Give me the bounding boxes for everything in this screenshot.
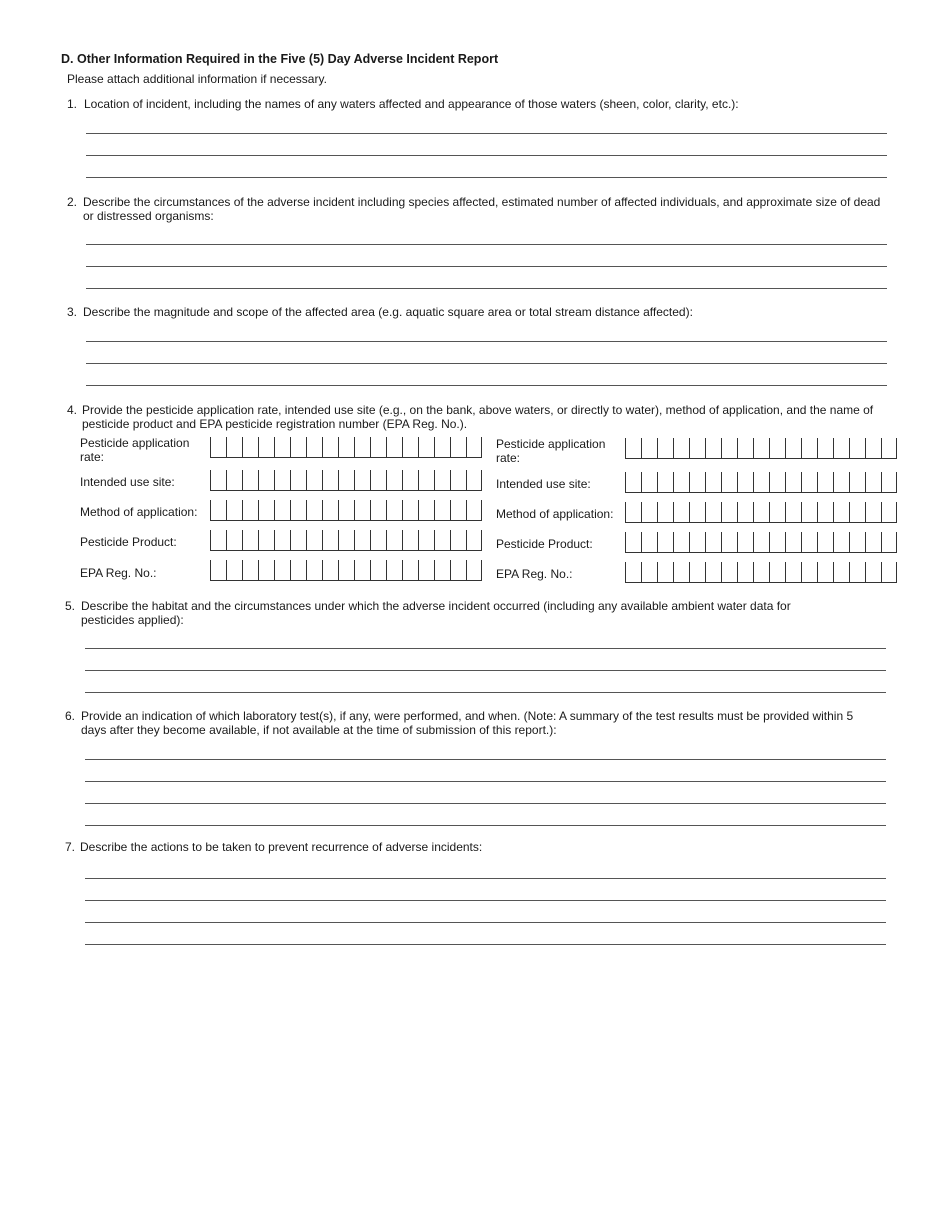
char-box[interactable] xyxy=(849,562,865,583)
char-box[interactable] xyxy=(753,438,769,459)
char-box[interactable] xyxy=(386,530,402,551)
char-box[interactable] xyxy=(657,502,673,523)
char-box[interactable] xyxy=(226,560,242,581)
char-box[interactable] xyxy=(210,437,226,458)
char-box[interactable] xyxy=(210,470,226,491)
char-box[interactable] xyxy=(689,532,705,553)
char-box[interactable] xyxy=(673,438,689,459)
char-box[interactable] xyxy=(370,437,386,458)
char-box[interactable] xyxy=(769,502,785,523)
char-box[interactable] xyxy=(817,562,833,583)
question-number: 6. xyxy=(65,709,76,723)
char-box[interactable] xyxy=(705,562,721,583)
char-box[interactable] xyxy=(450,500,466,521)
char-box[interactable] xyxy=(721,502,737,523)
char-box[interactable] xyxy=(641,502,657,523)
char-box[interactable] xyxy=(881,502,897,523)
char-box[interactable] xyxy=(833,472,849,493)
char-box[interactable] xyxy=(673,532,689,553)
char-box[interactable] xyxy=(833,532,849,553)
char-box[interactable] xyxy=(657,562,673,583)
char-box[interactable] xyxy=(322,530,338,551)
char-box[interactable] xyxy=(290,437,306,458)
product-input-right[interactable] xyxy=(625,532,897,554)
char-box[interactable] xyxy=(290,560,306,581)
char-box[interactable] xyxy=(801,438,817,459)
char-box[interactable] xyxy=(753,502,769,523)
char-box[interactable] xyxy=(434,530,450,551)
char-box[interactable] xyxy=(370,500,386,521)
char-box[interactable] xyxy=(625,532,641,553)
char-box[interactable] xyxy=(274,530,290,551)
char-box[interactable] xyxy=(418,530,434,551)
char-box[interactable] xyxy=(418,470,434,491)
answer-line[interactable] xyxy=(85,803,886,804)
char-box[interactable] xyxy=(737,472,753,493)
char-box[interactable] xyxy=(402,470,418,491)
char-box[interactable] xyxy=(689,472,705,493)
epa-reg-input-right[interactable] xyxy=(625,562,897,584)
char-box[interactable] xyxy=(322,437,338,458)
answer-line[interactable] xyxy=(85,781,886,782)
char-box[interactable] xyxy=(322,470,338,491)
char-box[interactable] xyxy=(338,500,354,521)
char-box[interactable] xyxy=(753,472,769,493)
char-box[interactable] xyxy=(306,470,322,491)
char-box[interactable] xyxy=(817,502,833,523)
char-box[interactable] xyxy=(466,560,482,581)
epa-reg-input-left[interactable] xyxy=(210,560,482,582)
char-box[interactable] xyxy=(450,530,466,551)
char-box[interactable] xyxy=(434,470,450,491)
label-method-left: Method of application: xyxy=(80,505,198,519)
char-box[interactable] xyxy=(210,530,226,551)
char-box[interactable] xyxy=(865,502,881,523)
method-input-left[interactable] xyxy=(210,500,482,522)
char-box[interactable] xyxy=(657,438,673,459)
char-box[interactable] xyxy=(434,560,450,581)
char-box[interactable] xyxy=(721,438,737,459)
char-box[interactable] xyxy=(737,562,753,583)
answer-line[interactable] xyxy=(86,288,887,289)
char-box[interactable] xyxy=(354,500,370,521)
label-pesticide-rate-right: Pesticide application rate: xyxy=(496,437,606,465)
char-box[interactable] xyxy=(306,530,322,551)
char-box[interactable] xyxy=(466,530,482,551)
char-box[interactable] xyxy=(865,438,881,459)
char-box[interactable] xyxy=(258,560,274,581)
char-box[interactable] xyxy=(817,472,833,493)
char-box[interactable] xyxy=(801,562,817,583)
char-box[interactable] xyxy=(322,560,338,581)
char-box[interactable] xyxy=(466,470,482,491)
char-box[interactable] xyxy=(721,532,737,553)
answer-line[interactable] xyxy=(86,133,887,134)
char-box[interactable] xyxy=(258,437,274,458)
char-box[interactable] xyxy=(466,500,482,521)
char-box[interactable] xyxy=(769,562,785,583)
char-box[interactable] xyxy=(785,472,801,493)
method-input-right[interactable] xyxy=(625,502,897,524)
char-box[interactable] xyxy=(354,530,370,551)
char-box[interactable] xyxy=(737,502,753,523)
char-box[interactable] xyxy=(258,530,274,551)
char-box[interactable] xyxy=(705,532,721,553)
char-box[interactable] xyxy=(450,470,466,491)
char-box[interactable] xyxy=(242,560,258,581)
char-box[interactable] xyxy=(689,562,705,583)
section-note: Please attach additional information if necessary. xyxy=(67,72,327,86)
char-box[interactable] xyxy=(226,500,242,521)
question-number: 1. xyxy=(67,97,78,111)
question-text: Provide an indication of which laboratory test(s), if any, were performed, and when. (Note: A summary of the test results must be provided within 5 days after they become available, if not available at the time of submission of this report.): xyxy=(81,709,854,737)
char-box[interactable] xyxy=(817,532,833,553)
char-box[interactable] xyxy=(785,502,801,523)
char-box[interactable] xyxy=(785,438,801,459)
char-box[interactable] xyxy=(625,472,641,493)
char-box[interactable] xyxy=(721,472,737,493)
question-number: 2. xyxy=(67,195,78,209)
answer-line[interactable] xyxy=(85,944,886,945)
char-box[interactable] xyxy=(881,472,897,493)
char-box[interactable] xyxy=(833,438,849,459)
char-box[interactable] xyxy=(689,438,705,459)
section-title: D. Other Information Required in the Five (5) Day Adverse Incident Report xyxy=(61,52,499,66)
char-box[interactable] xyxy=(242,437,258,458)
char-box[interactable] xyxy=(705,438,721,459)
char-box[interactable] xyxy=(833,502,849,523)
char-box[interactable] xyxy=(801,472,817,493)
char-box[interactable] xyxy=(274,437,290,458)
char-box[interactable] xyxy=(625,502,641,523)
char-box[interactable] xyxy=(721,562,737,583)
question-text: Describe the actions to be taken to prevent recurrence of adverse incidents: xyxy=(80,840,483,854)
label-epa-left: EPA Reg. No.: xyxy=(80,566,157,580)
char-box[interactable] xyxy=(354,560,370,581)
char-box[interactable] xyxy=(865,532,881,553)
label-intended-use-left: Intended use site: xyxy=(80,475,175,489)
char-box[interactable] xyxy=(258,470,274,491)
answer-line[interactable] xyxy=(85,825,886,826)
char-box[interactable] xyxy=(242,470,258,491)
char-box[interactable] xyxy=(737,532,753,553)
answer-line[interactable] xyxy=(85,922,886,923)
char-box[interactable] xyxy=(306,500,322,521)
answer-line[interactable] xyxy=(86,385,887,386)
char-box[interactable] xyxy=(274,470,290,491)
char-box[interactable] xyxy=(641,438,657,459)
char-box[interactable] xyxy=(370,470,386,491)
char-box[interactable] xyxy=(849,532,865,553)
char-box[interactable] xyxy=(258,500,274,521)
answer-line[interactable] xyxy=(85,759,886,760)
char-box[interactable] xyxy=(370,530,386,551)
label-product-left: Pesticide Product: xyxy=(80,535,177,549)
answer-line[interactable] xyxy=(85,648,886,649)
char-box[interactable] xyxy=(849,472,865,493)
question-text: Describe the circumstances of the adverse incident including species affected, estimated number of affected individuals, and approximate size of dead or distressed organisms: xyxy=(83,195,881,223)
char-box[interactable] xyxy=(226,437,242,458)
char-box[interactable] xyxy=(338,470,354,491)
pesticide-rate-input-right[interactable] xyxy=(625,438,897,460)
char-box[interactable] xyxy=(402,530,418,551)
char-box[interactable] xyxy=(290,530,306,551)
char-box[interactable] xyxy=(849,438,865,459)
char-box[interactable] xyxy=(657,472,673,493)
question-number: 3. xyxy=(67,305,78,319)
char-box[interactable] xyxy=(322,500,338,521)
answer-line[interactable] xyxy=(86,266,887,267)
char-box[interactable] xyxy=(769,438,785,459)
label-epa-right: EPA Reg. No.: xyxy=(496,567,573,581)
answer-line[interactable] xyxy=(86,363,887,364)
char-box[interactable] xyxy=(418,437,434,458)
char-box[interactable] xyxy=(881,532,897,553)
char-box[interactable] xyxy=(434,437,450,458)
char-box[interactable] xyxy=(354,437,370,458)
char-box[interactable] xyxy=(210,560,226,581)
char-box[interactable] xyxy=(641,532,657,553)
char-box[interactable] xyxy=(865,562,881,583)
answer-line[interactable] xyxy=(86,155,887,156)
char-box[interactable] xyxy=(801,532,817,553)
answer-line[interactable] xyxy=(86,177,887,178)
char-box[interactable] xyxy=(689,502,705,523)
char-box[interactable] xyxy=(673,472,689,493)
char-box[interactable] xyxy=(881,438,897,459)
char-box[interactable] xyxy=(673,502,689,523)
pesticide-rate-input-left[interactable] xyxy=(210,437,482,459)
char-box[interactable] xyxy=(450,560,466,581)
char-box[interactable] xyxy=(434,500,450,521)
question-text: Describe the magnitude and scope of the affected area (e.g. aquatic square area or total stream distance affected): xyxy=(83,305,693,319)
question-number: 5. xyxy=(65,599,76,613)
char-box[interactable] xyxy=(386,560,402,581)
char-box[interactable] xyxy=(865,472,881,493)
label-pesticide-rate-left: Pesticide application rate: xyxy=(80,436,190,464)
char-box[interactable] xyxy=(466,437,482,458)
char-box[interactable] xyxy=(274,500,290,521)
char-box[interactable] xyxy=(641,562,657,583)
intended-use-input-right[interactable] xyxy=(625,472,897,494)
char-box[interactable] xyxy=(881,562,897,583)
label-product-right: Pesticide Product: xyxy=(496,537,593,551)
question-number: 7. xyxy=(65,840,76,854)
question-text: Provide the pesticide application rate, intended use site (e.g., on the bank, above waters, or directly to water), method of application, and the name of pesticide product and EPA pesticide registration number (EPA Reg. No.). xyxy=(82,403,874,431)
char-box[interactable] xyxy=(386,470,402,491)
char-box[interactable] xyxy=(737,438,753,459)
char-box[interactable] xyxy=(785,532,801,553)
char-box[interactable] xyxy=(450,437,466,458)
answer-line[interactable] xyxy=(85,670,886,671)
char-box[interactable] xyxy=(242,530,258,551)
char-box[interactable] xyxy=(370,560,386,581)
char-box[interactable] xyxy=(338,560,354,581)
label-method-right: Method of application: xyxy=(496,507,614,521)
char-box[interactable] xyxy=(785,562,801,583)
char-box[interactable] xyxy=(210,500,226,521)
char-box[interactable] xyxy=(402,437,418,458)
char-box[interactable] xyxy=(306,560,322,581)
answer-line[interactable] xyxy=(86,244,887,245)
char-box[interactable] xyxy=(753,532,769,553)
char-box[interactable] xyxy=(641,472,657,493)
char-box[interactable] xyxy=(625,438,641,459)
question-text: Location of incident, including the names of any waters affected and appearance of those waters (sheen, color, clarity, etc.): xyxy=(84,97,739,111)
char-box[interactable] xyxy=(386,500,402,521)
char-box[interactable] xyxy=(705,502,721,523)
char-box[interactable] xyxy=(817,438,833,459)
char-box[interactable] xyxy=(290,470,306,491)
answer-line[interactable] xyxy=(85,692,886,693)
char-box[interactable] xyxy=(769,472,785,493)
char-box[interactable] xyxy=(418,500,434,521)
char-box[interactable] xyxy=(849,502,865,523)
char-box[interactable] xyxy=(274,560,290,581)
char-box[interactable] xyxy=(354,470,370,491)
intended-use-input-left[interactable] xyxy=(210,470,482,492)
char-box[interactable] xyxy=(402,500,418,521)
char-box[interactable] xyxy=(705,472,721,493)
char-box[interactable] xyxy=(657,532,673,553)
answer-line[interactable] xyxy=(85,900,886,901)
question-number: 4. xyxy=(67,403,78,417)
char-box[interactable] xyxy=(290,500,306,521)
question-text: Describe the habitat and the circumstances under which the adverse incident occurred (including any available ambient water data for pesticides applied): xyxy=(81,599,791,627)
char-box[interactable] xyxy=(673,562,689,583)
char-box[interactable] xyxy=(306,437,322,458)
char-box[interactable] xyxy=(402,560,418,581)
answer-line[interactable] xyxy=(85,878,886,879)
char-box[interactable] xyxy=(418,560,434,581)
char-box[interactable] xyxy=(625,562,641,583)
char-box[interactable] xyxy=(242,500,258,521)
char-box[interactable] xyxy=(386,437,402,458)
char-box[interactable] xyxy=(769,532,785,553)
char-box[interactable] xyxy=(338,437,354,458)
answer-line[interactable] xyxy=(86,341,887,342)
label-intended-use-right: Intended use site: xyxy=(496,477,591,491)
char-box[interactable] xyxy=(338,530,354,551)
char-box[interactable] xyxy=(801,502,817,523)
char-box[interactable] xyxy=(226,530,242,551)
char-box[interactable] xyxy=(753,562,769,583)
product-input-left[interactable] xyxy=(210,530,482,552)
char-box[interactable] xyxy=(833,562,849,583)
char-box[interactable] xyxy=(226,470,242,491)
